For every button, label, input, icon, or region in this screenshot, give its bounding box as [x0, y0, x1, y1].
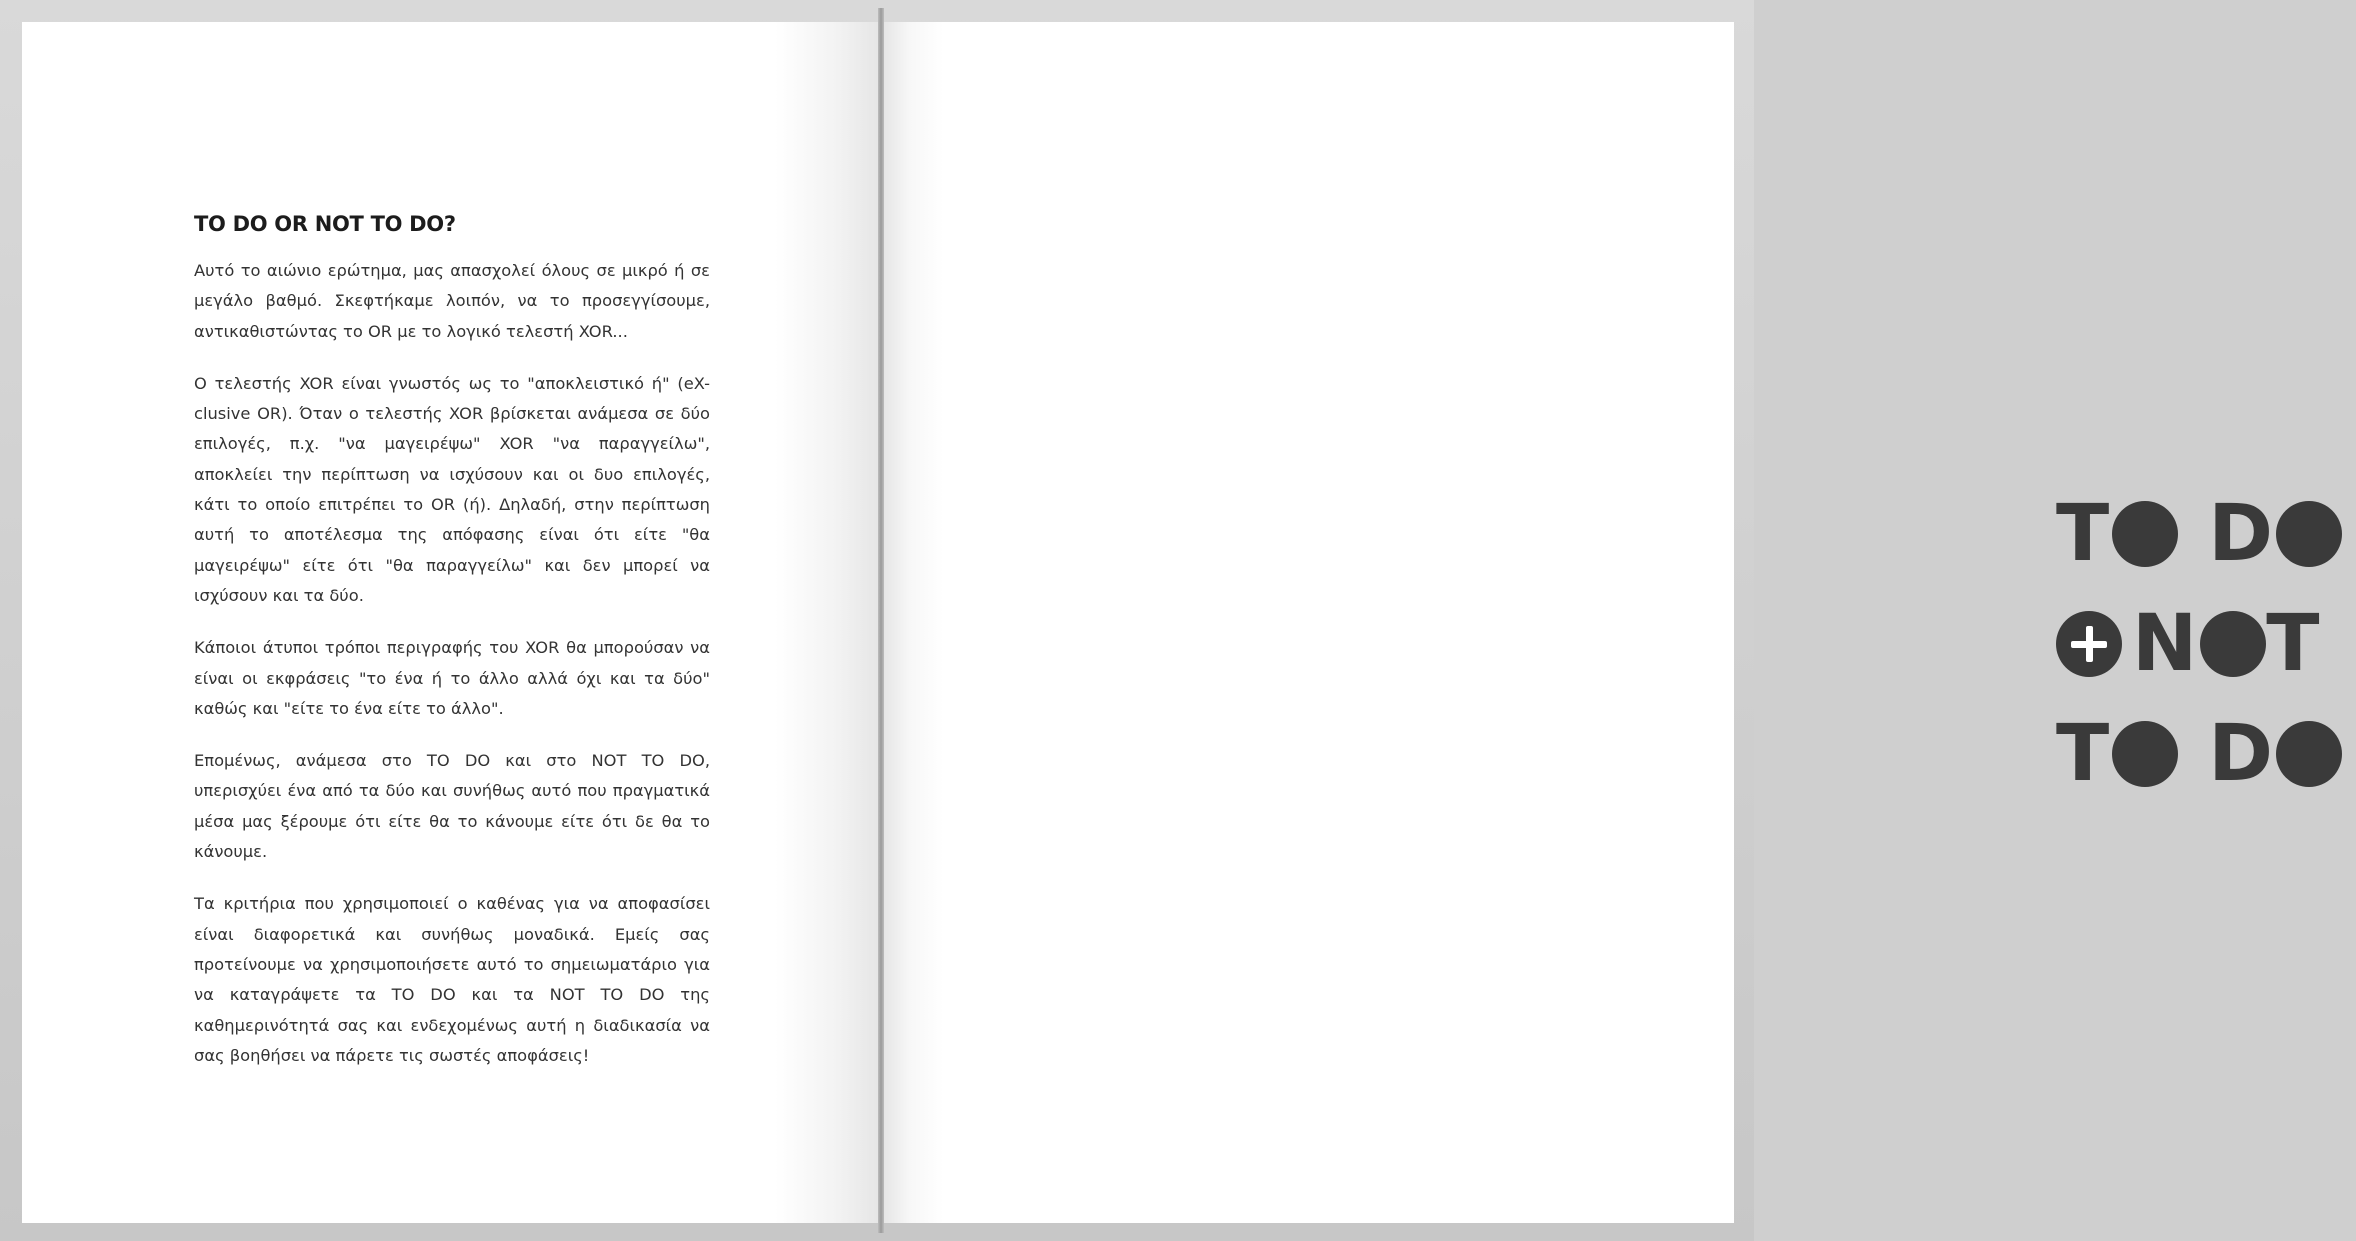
right-page — [884, 22, 2321, 1223]
o-circle-icon — [2112, 721, 2178, 787]
o-circle-icon — [2276, 721, 2342, 787]
o-circle-icon — [2276, 501, 2342, 567]
o-circle-icon — [2112, 501, 2178, 567]
logo-line-to-do-2: T D — [2056, 718, 2356, 790]
to-do-xor-not-to-do-logo — [2056, 489, 2356, 828]
logo-line-to-do: T D — [2056, 498, 2356, 570]
article-paragraph: Κάποιοι άτυποι τρόποι περιγραφής του XOR θα μπορούσαν να είναι οι εκφράσεις "το ένα ή το άλλο αλλά όχι και τα δύο" καθώς και "είτε το ένα είτε το άλλο". — [194, 638, 710, 718]
article-paragraph: Τα κριτήρια που χρησιμοποιεί ο καθένας για να αποφασίσει είναι διαφορετικά και συνήθως μοναδικά. Εμείς σας προτείνουμε να χρησιμοποιήσετε αυτό το σημειωματάριο για να καταγράψετε τα TO DO και τα NOT TO DO της καθημερινότητά σας και ενδεχομένως αυτή η διαδικασία να σας βοηθήσει να πάρετε τις σωστές αποφάσεις! — [194, 894, 710, 1065]
xor-plus-circle-icon — [2056, 611, 2122, 677]
article — [194, 212, 710, 1093]
left-page — [22, 22, 878, 1223]
article-paragraph: Ο τελεστής XOR είναι γνωστός ως το "αποκλειστικό ή" (eX-clusive OR). Όταν ο τελεστής XOR βρίσκεται ανάμεσα σε δύο επιλογές, π.χ. "να μαγειρέψω" XOR "να παραγγείλω", αποκλείει την περίπτωση να ισχύσουν και οι δυο επιλογές, κάτι το οποίο επιτρέπει το OR (ή). Δηλαδή, στην περίπτωση αυτή το αποτέλεσμα της απόφασης είναι ότι είτε "θα μαγειρέψω" είτε ότι "θα παραγγείλω" και δεν μπορεί να ισχύσουν και τα δύο. — [194, 373, 710, 605]
article-title: TO DO OR NOT TO DO? — [194, 212, 456, 236]
article-paragraph: Αυτό το αιώνιο ερώτημα, μας απασχολεί όλους σε μικρό ή σε μεγάλο βαθμό. Σκεφτήκαμε λοιπόν, να το προσεγγίσουμε, αντικαθιστώντας το OR με το λογικό τελεστή XOR... — [194, 261, 710, 341]
o-circle-icon — [2200, 611, 2266, 677]
article-paragraph: Επομένως, ανάμεσα στο TO DO και στο NOT TO DO, υπερισχύει ένα από τα δύο και συνήθως αυτό που πραγματικά μέσα μας ξέρουμε ότι είτε θα το κάνουμε είτε ότι δε θα το κάνουμε. — [194, 751, 710, 862]
logo-line-xor-not: N T — [2056, 608, 2356, 680]
